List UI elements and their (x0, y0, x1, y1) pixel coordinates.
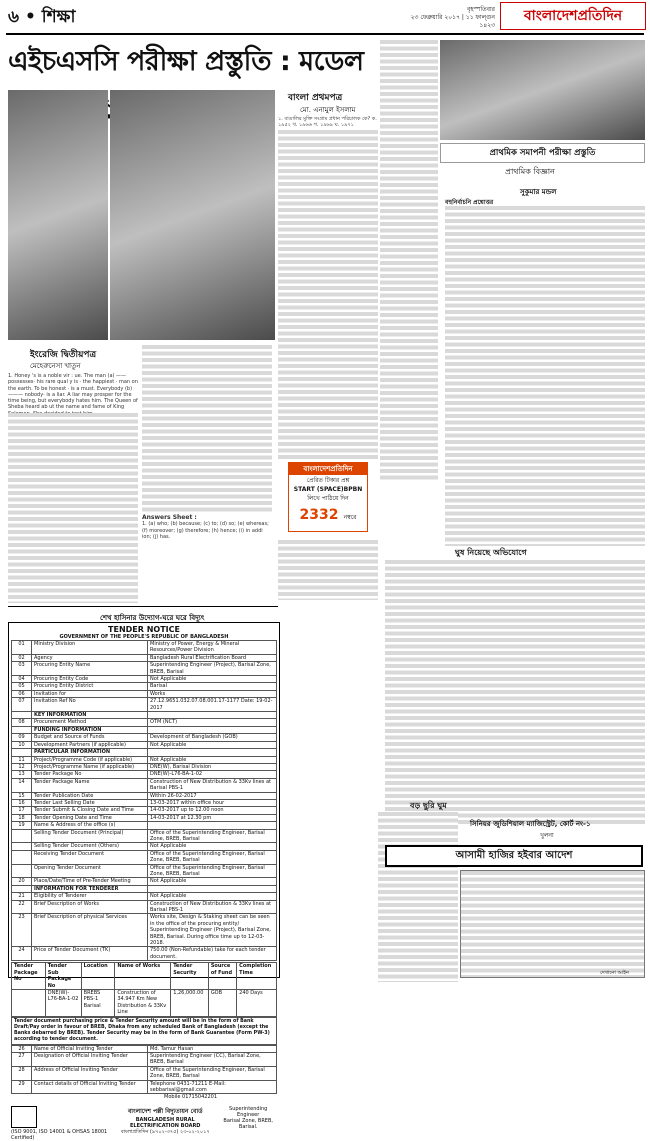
classroom-photo (440, 40, 645, 140)
row-number: 28 (12, 1066, 32, 1080)
english-article-cont (142, 345, 272, 603)
row-value (148, 749, 277, 756)
news-article-1 (385, 560, 645, 825)
student-photo-center (110, 90, 275, 340)
tender-footer-org (11, 1106, 111, 1141)
row-label: Address of Official Inviting Tender (32, 1066, 148, 1080)
row-number: 29 (12, 1080, 32, 1094)
row-label: KEY INFORMATION (32, 712, 148, 719)
row-value: Not Applicable (148, 741, 277, 748)
bangla-tail (278, 540, 378, 600)
row-value: 750.00 (Non-Refundable) take for each tender document. (148, 947, 277, 961)
footer-org-bn: বাংলাদেশ পল্লী বিদ্যুতায়ন বোর্ড (127, 1108, 203, 1116)
tender-row (12, 893, 277, 900)
row-value: Not Applicable (148, 893, 277, 900)
row-label: Brief Description of Works (32, 900, 148, 914)
bangla-questions-cont (380, 40, 438, 480)
row-number (12, 726, 32, 733)
row-label: Project/Programme Name (if applicable) (32, 763, 148, 770)
ad-sms-number: 2332 (299, 507, 339, 523)
tender-row (12, 749, 277, 756)
row-number: 10 (12, 741, 32, 748)
row-number: 08 (12, 719, 32, 726)
answers-body: 1. (a) who; (b) because; (c) to; (d) so; (e) whereas; (f) moreover; (g) therefore; (h) hence; (i) in addi ion; (j) has. (142, 521, 269, 540)
warrant-table (460, 870, 645, 978)
row-value: DNE(W), Barisal Division (148, 763, 277, 770)
tender-package-table (11, 962, 277, 1016)
package-header-row (12, 963, 277, 990)
row-label: Tender Last Selling Date (32, 799, 148, 806)
news-article-1-block (385, 560, 645, 825)
primary-subject: প্রাথমিক বিজ্ঞান (505, 167, 555, 176)
package-cell: 240 Days (237, 989, 277, 1016)
row-value: Works (148, 690, 277, 697)
row-label: PARTICULAR INFORMATION (32, 749, 148, 756)
news-article-2 (378, 812, 458, 982)
row-value: Bangladesh Rural Electrification Board (148, 654, 277, 661)
tender-notice (8, 622, 280, 1141)
row-value: Superintending Engineer (CC), Barisal Zone, BREB, Barisal (148, 1052, 277, 1066)
tender-row (12, 864, 277, 878)
row-value: Works site, Design & Staking sheet can be seen in the office of the procuring entity/ Superintending Engineer (Project), Barisal Zone, BREB, Barisal. During office time up to 12-03-2018. (148, 914, 277, 947)
row-value: Ministry of Power, Energy & Mineral Resources/Power Division (148, 641, 277, 655)
tender-row (12, 843, 277, 850)
row-label: Designation of Official Inviting Tender (32, 1052, 148, 1066)
english-subject: ইংরেজি দ্বিতীয়পত্র (30, 350, 97, 360)
row-number: 24 (12, 947, 32, 961)
tender-row (12, 822, 277, 829)
row-number: 26 (12, 1045, 32, 1052)
row-number: 19 (12, 822, 32, 829)
row-value: Construction of New Distribution & 33Kv lines at Barisal PBS-1 (148, 900, 277, 914)
news-article-2-block (378, 812, 458, 982)
tender-row (12, 807, 277, 814)
row-number (12, 829, 32, 843)
tender-row (12, 734, 277, 741)
row-label: FUNDING INFORMATION (32, 726, 148, 733)
package-cell: BREBS PBS-1 Barisal (81, 989, 115, 1016)
row-value: Within 26-02-2017 (148, 792, 277, 799)
row-number: 07 (12, 698, 32, 712)
row-number: 09 (12, 734, 32, 741)
sms-ad-box (288, 462, 368, 532)
tender-row (12, 878, 277, 885)
news-headline-1: ঘুষ নিয়েছে অভিযোগে (455, 548, 527, 557)
row-value: Office of the Superintending Engineer, Barisal Zone, BREB, Barisal (148, 1066, 277, 1080)
primary-question-block (445, 206, 645, 546)
tender-row (12, 947, 277, 961)
primary-sub: বহুনির্বাচনি প্রশ্নোত্তর (445, 199, 494, 206)
row-number: 04 (12, 676, 32, 683)
bangla-question-block-2 (380, 40, 438, 480)
row-label: Procuring Entity Code (32, 676, 148, 683)
tender-row (12, 741, 277, 748)
row-number: 23 (12, 914, 32, 947)
bangla-question-block (278, 130, 378, 461)
row-number (12, 864, 32, 878)
tender-row (12, 885, 277, 892)
row-number: 15 (12, 792, 32, 799)
tender-row (12, 641, 277, 655)
footer-org-en: BANGLADESH RURAL ELECTRIFICATION BOARD (129, 1117, 201, 1130)
row-number (12, 712, 32, 719)
row-label: Selling Tender Document (Principal) (32, 829, 148, 843)
row-label: Contact details of Official Inviting Tender (32, 1080, 148, 1094)
row-label: Name & Address of the office (s) (32, 822, 148, 829)
tender-row (12, 726, 277, 733)
tender-row (12, 850, 277, 864)
row-label: Procuring Entity Name (32, 662, 148, 676)
row-label: Tender Package Name (32, 778, 148, 792)
tender-row (12, 763, 277, 770)
row-label: Development Partners (if applicable) (32, 741, 148, 748)
row-value: 27.12.9651.032.07.08.001.17-1177 Date: 19-02-2017 (148, 698, 277, 712)
row-label: Brief Description of physical Services (32, 914, 148, 947)
tender-row (12, 698, 277, 712)
row-value (148, 822, 277, 829)
tender-row (12, 676, 277, 683)
bangla-body: ১. বাঙালির মুক্তি সংগ্রাম প্রধান পরিচালক কে? ক. ১৯৫২ খ. ১৯৬৬ গ. ১৯৬৯ ঘ. ১৯৭১ (278, 116, 377, 129)
english-body: 1. Honey 's is a noble vir : ue. The man (a) —— possesses· his rare qual y is · the happiest · man on the earth. To be honest · is a must. Everybody (b) ——— nobody· is a liar. A liar may prosper for the time being, but everybody hates him. The Queen of Sheba heard ab ut the name and fame of King (8, 373, 138, 411)
date-line (395, 6, 495, 30)
row-label: Price of Tender Document (TK) (32, 947, 148, 961)
row-value: OTM (NCT) (148, 719, 277, 726)
tender-table (11, 640, 277, 961)
row-value: Office of the Superintending Engineer, Barisal Zone, BREB, Barisal (148, 850, 277, 864)
primary-title: প্রাথমিক সমাপনী পরীক্ষা প্রস্তুতি (440, 143, 645, 163)
package-cell: Name of Works (115, 963, 171, 990)
tender-row (12, 771, 277, 778)
tender-row (12, 654, 277, 661)
row-number (12, 843, 32, 850)
tender-row (12, 778, 277, 792)
footer-code: বাংলাপ্রতিদিন (৯৭০২-৩৭৫) ২৩-০২-২০১৭ (120, 1129, 210, 1136)
package-cell: Tender Sub Package No (45, 963, 81, 990)
signer: Superintending Engineer (229, 1106, 268, 1119)
tender-contact-table (11, 1045, 277, 1095)
package-cell: 1,26,000.00 (171, 989, 209, 1016)
bangla-questions (278, 116, 378, 461)
signer-address: Barisal Zone, BREB, Barisal. (223, 1118, 273, 1131)
row-label: INFORMATION FOR TENDERER (32, 885, 148, 892)
tender-row (12, 829, 277, 843)
row-number: 18 (12, 814, 32, 821)
tender-gov: GOVERNMENT OF THE PEOPLE'S REPUBLIC OF BANGLADESH (59, 634, 229, 640)
row-label: Invitation Ref No (32, 698, 148, 712)
row-value: Not Applicable (148, 676, 277, 683)
row-value: Not Applicable (148, 843, 277, 850)
weekday: বৃহস্পতিবার (467, 6, 495, 13)
row-number (12, 749, 32, 756)
tender-row (12, 799, 277, 806)
row-label: Receiving Tender Document (32, 850, 148, 864)
tender-row (12, 1080, 277, 1094)
tender-title: TENDER NOTICE (108, 625, 180, 634)
row-label: Tender Opening Date and Time (32, 814, 148, 821)
row-value: 14-03-2017 up to 12.00 noon (148, 807, 277, 814)
row-label: Eligibility of Tenderer (32, 893, 148, 900)
row-label: Tender Submit & Closing Date and Time (32, 807, 148, 814)
masthead-rule (6, 33, 644, 35)
warrant-title: আসামী হাজির হইবার আদেশ (385, 845, 643, 867)
tender-row (12, 914, 277, 947)
row-value: Office of the Superintending Engineer, Barisal Zone, BREB, Barisal (148, 829, 277, 843)
english-article-text-block (8, 413, 138, 603)
row-value (148, 712, 277, 719)
tender-row (12, 792, 277, 799)
tender-row (12, 1045, 277, 1052)
row-number: 01 (12, 641, 32, 655)
slogan: শেখ হাসিনার উদ্যোগ-ঘরে ঘরে বিদ্যুৎ (100, 614, 205, 622)
tender-row (12, 683, 277, 690)
tender-row (12, 1052, 277, 1066)
student-photo-left (8, 90, 108, 340)
row-number: 16 (12, 799, 32, 806)
row-number: 05 (12, 683, 32, 690)
package-cell: Completion Time (237, 963, 277, 990)
row-label: Selling Tender Document (Others) (32, 843, 148, 850)
package-cell: Location (81, 963, 115, 990)
row-label: Agency (32, 654, 148, 661)
row-label: Procuring Entity District (32, 683, 148, 690)
row-value: Office of the Superintending Engineer, Barisal Zone, BREB, Barisal (148, 864, 277, 878)
date: ২৩ ফেব্রুয়ারি ২০১৭ | ১১ ফাল্গুন ১৪২৩ (410, 14, 495, 29)
warrant-table-block (461, 871, 644, 977)
row-number: 21 (12, 893, 32, 900)
row-value: 13-03-2017 within office hour (148, 799, 277, 806)
newspaper-logo: বাংলাদেশপ্রতিদিন (500, 2, 646, 30)
row-number: 06 (12, 690, 32, 697)
ad-sms-code: START (SPACE)BPBN (293, 486, 363, 493)
row-label: Project/Programme Code (if applicable) (32, 756, 148, 763)
primary-author: সুকুমার মন্ডল (520, 188, 557, 196)
row-number: 27 (12, 1052, 32, 1066)
row-value: Superintending Engineer (Project), Barisal Zone, BREB, Barisal (148, 662, 277, 676)
tender-notice-text: Tender document purchasing price & Tender Security amount will be in the form of Bank Draft/Pay order in favour of BREB, Dhaka from any scheduled Bank of Bangladesh (except the Banks debarred by BREB). Tender Security may be in the form of Bank Guarantee (Form PW-3) according to tender document. (11, 1017, 277, 1045)
row-value: Barisal (148, 683, 277, 690)
english-author: মেহেরুনেসা খাতুন (30, 362, 81, 370)
primary-questions (445, 206, 645, 546)
package-cell (12, 989, 46, 1016)
tender-row (12, 1066, 277, 1080)
footer-cert: (ISO 9001, ISO 14001 & OHSAS 18001 Certified) (11, 1129, 108, 1141)
tender-row (12, 814, 277, 821)
row-label: Procurement Method (32, 719, 148, 726)
english-article (8, 373, 138, 603)
row-number: 14 (12, 778, 32, 792)
row-value: Telephone 0431-71211 E-Mail: sebbarisal@gmail.com (148, 1080, 277, 1094)
row-label: Name of Official Inviting Tender (32, 1045, 148, 1052)
package-row (12, 989, 277, 1016)
package-cell: Source of Fund (208, 963, 236, 990)
slogan-rule (8, 606, 278, 607)
tender-row (12, 756, 277, 763)
row-number: 17 (12, 807, 32, 814)
tender-mobile: Mobile 01715042201 (164, 1094, 217, 1101)
row-value: 14-03-2017 at 12.30 pm (148, 814, 277, 821)
package-cell: Tender Package No (12, 963, 46, 990)
bangla-author: মো. এনামুল ইসলাম (300, 106, 356, 114)
row-label: Invitation for (32, 690, 148, 697)
court-sub: খুলনা (540, 832, 554, 839)
row-value: DNE(W)-L76-BA-1-02 (148, 771, 277, 778)
tender-row (12, 900, 277, 914)
package-cell: Tender Security (171, 963, 209, 990)
row-label: Tender Publication Date (32, 792, 148, 799)
package-cell: DNE(W)-L76-BA-1-02 (45, 989, 81, 1016)
row-number: 13 (12, 771, 32, 778)
row-number (12, 885, 32, 892)
row-label: Budget and Source of Funds (32, 734, 148, 741)
row-value (148, 726, 277, 733)
row-label: Ministry Division (32, 641, 148, 655)
row-label: Tender Package No (32, 771, 148, 778)
row-label: Opening Tender Document (32, 864, 148, 878)
warrant-tail: দেখানো আইন (600, 970, 629, 976)
answers-title: Answers Sheet : (142, 514, 197, 521)
row-number: 12 (12, 763, 32, 770)
tender-row (12, 690, 277, 697)
row-value: Construction of New Distribution & 33Kv lines at Barisal PBS-1 (148, 778, 277, 792)
news-headline-2: বড় ছুরি ঘুম (410, 801, 447, 810)
ad-brand: বাংলাদেশপ্রতিদিন (289, 463, 367, 475)
row-value (148, 885, 277, 892)
row-number (12, 850, 32, 864)
row-value: Development of Bangladesh (GOB) (148, 734, 277, 741)
package-cell: Construction of 34.947 Km New Distribution & 33Kv Line (115, 989, 171, 1016)
answers-section (142, 515, 272, 542)
breb-logo (11, 1106, 37, 1128)
tender-row (12, 662, 277, 676)
ad-line-4: লিখে পাঠিয়ে দিন (307, 495, 349, 502)
ad-line-2: প্রেরিত টিকার প্রশ্ন (306, 477, 350, 484)
page-title: এইচএসসি পরীক্ষা প্রস্তুতি : মডেল (8, 46, 364, 77)
row-number: 03 (12, 662, 32, 676)
row-number: 22 (12, 900, 32, 914)
court-title: সিনিয়র জুডিশিয়াল ম্যাজিস্ট্রেট, কোর্ট নং-১ (470, 820, 591, 828)
english-article-text-block-2 (142, 345, 272, 513)
row-number: 20 (12, 878, 32, 885)
tender-row (12, 719, 277, 726)
bangla-tail-block (278, 540, 378, 600)
tender-row (12, 712, 277, 719)
row-value: Not Applicable (148, 756, 277, 763)
row-value: Md. Tamur Hasan (148, 1045, 277, 1052)
section-label: ৬ • শিক্ষা (8, 7, 76, 27)
row-value: Not Applicable (148, 878, 277, 885)
ad-suffix: নম্বরে (343, 514, 357, 521)
row-number: 11 (12, 756, 32, 763)
row-number: 02 (12, 654, 32, 661)
row-label: Place/Date/Time of Pre-Tender Meeting (32, 878, 148, 885)
package-cell: GOB (208, 989, 236, 1016)
bangla-subject: বাংলা প্রথমপত্র (288, 93, 343, 103)
